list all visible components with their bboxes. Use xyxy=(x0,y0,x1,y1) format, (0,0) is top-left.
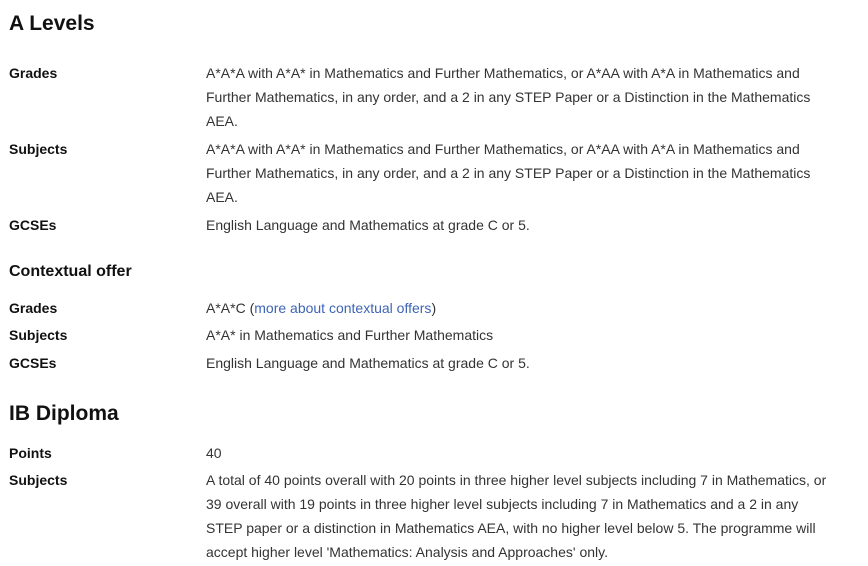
contextual-value-subjects: A*A* in Mathematics and Further Mathematics xyxy=(206,327,494,343)
section-heading-a-levels: A Levels xyxy=(9,12,95,35)
contextual-value-grades xyxy=(206,301,834,315)
row-label-subjects: Subjects xyxy=(9,141,68,157)
subsection-heading-contextual-offer: Contextual offer xyxy=(9,263,132,280)
paren-close: ) xyxy=(431,300,437,316)
ib-label-points: Points xyxy=(9,445,52,461)
ib-label-subjects: Subjects xyxy=(9,472,68,488)
section-heading-ib-diploma: IB Diploma xyxy=(9,402,119,425)
row-value-subjects: A*A*A with A*A* in Mathematics and Further Mathematics, or A*AA with A*A in Mathematics and Further Mathematics, in any order, and a 2 in any STEP Paper or a Distinction in the Mathematics AEA. xyxy=(206,141,811,205)
row-value-grades: A*A*A with A*A* in Mathematics and Further Mathematics, or A*AA with A*A in Mathematics and Further Mathematics, in any order, and a 2 in any STEP Paper or a Distinction in the Mathematics AEA. xyxy=(206,65,811,129)
row-value-gcses: English Language and Mathematics at grade C or 5. xyxy=(206,217,530,233)
contextual-label-grades: Grades xyxy=(9,300,58,316)
row-label-gcses: GCSEs xyxy=(9,217,57,233)
contextual-label-subjects: Subjects xyxy=(9,327,68,343)
ib-value-points: 40 xyxy=(206,445,222,461)
contextual-value-gcses: English Language and Mathematics at grade C or 5. xyxy=(206,355,530,371)
row-label-grades: Grades xyxy=(9,65,58,81)
contextual-offers-link[interactable]: more about contextual offers xyxy=(254,300,432,316)
ib-value-subjects: A total of 40 points overall with 20 points in three higher level subjects including 7 in Mathematics, or 39 overall with 19 points in three higher level subjects including 7 in Mathematics and a 2 in any STEP paper or a distinction in Mathematics AEA, with no higher level below 5. The programme will accept higher level 'Mathematics: Analysis and Approaches' only. xyxy=(206,472,827,560)
contextual-label-gcses: GCSEs xyxy=(9,355,57,371)
contextual-grades-text: A*A*C xyxy=(206,300,246,316)
paren-open: ( xyxy=(249,300,255,316)
